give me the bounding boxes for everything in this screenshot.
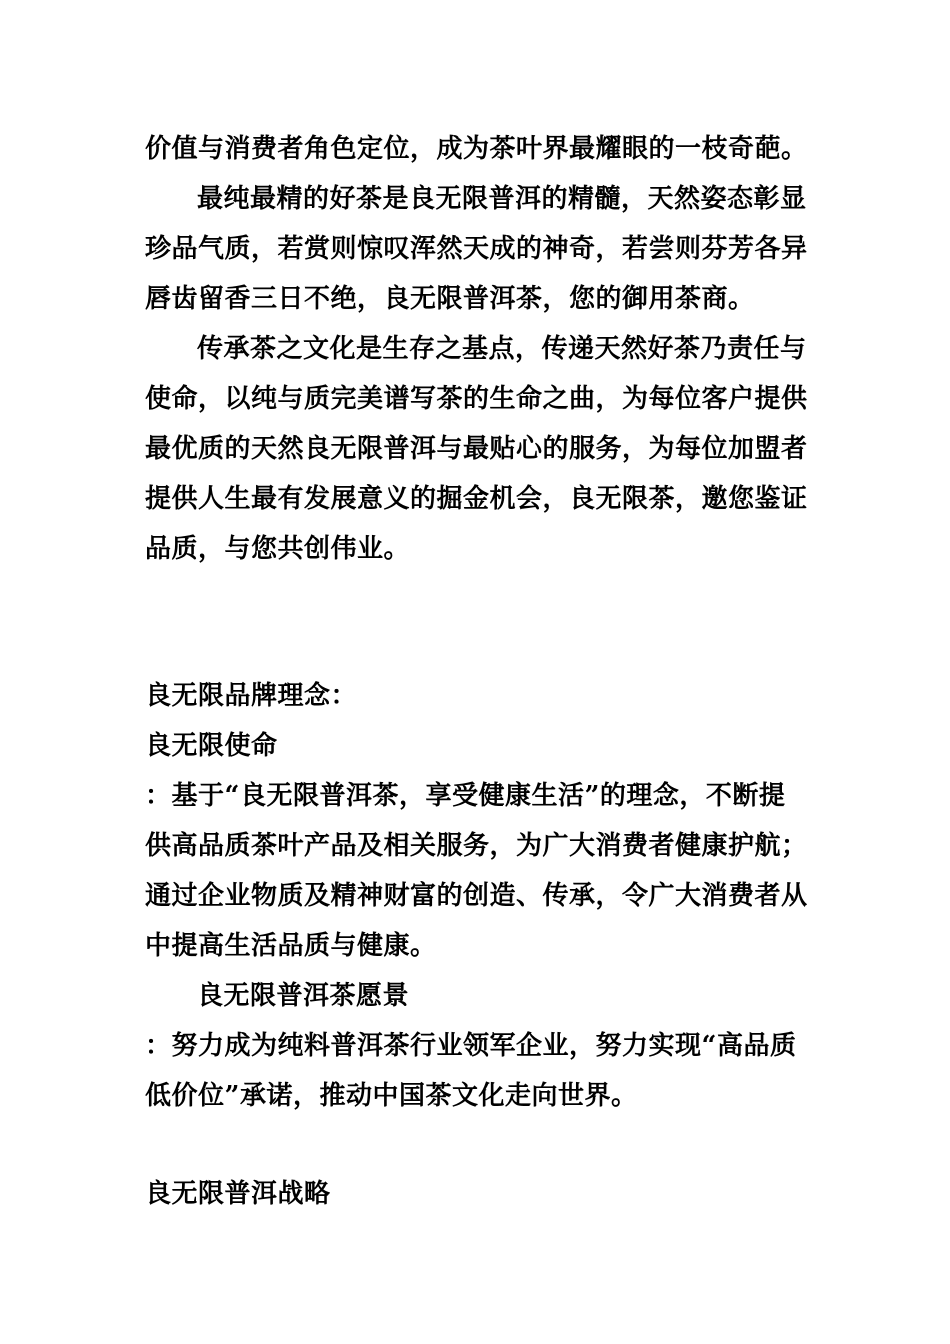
text-line: 价值与消费者角色定位，成为茶叶界最耀眼的一枝奇葩。 (145, 134, 808, 164)
section-heading: 良无限普洱茶愿景 (197, 981, 410, 1011)
text-line: 供高品质茶叶产品及相关服务，为广大消费者健康护航； (145, 831, 808, 861)
text-line: 中提高生活品质与健康。 (145, 931, 437, 961)
text-line: 最纯最精的好茶是良无限普洱的精髓，天然姿态彰显 (197, 184, 807, 214)
text-line: ：基于“良无限普洱茶，享受健康生活”的理念，不断提 (145, 781, 786, 811)
section-heading: 良无限品牌理念： (145, 681, 358, 711)
text-line: 通过企业物质及精神财富的创造、传承，令广大消费者从 (145, 881, 808, 911)
text-line: 提供人生最有发展意义的掘金机会，良无限茶，邀您鉴证 (145, 484, 808, 514)
text-line: 唇齿留香三日不绝，良无限普洱茶，您的御用茶商。 (145, 284, 755, 314)
text-line: 传承茶之文化是生存之基点，传递天然好茶乃责任与 (197, 334, 807, 364)
text-line: 使命，以纯与质完美谱写茶的生命之曲，为每位客户提供 (145, 384, 808, 414)
text-line: ：努力成为纯料普洱茶行业领军企业，努力实现“高品质 (145, 1031, 797, 1061)
text-line: 珍品气质，若赏则惊叹浑然天成的神奇，若尝则芬芳各异 (145, 234, 808, 264)
text-line: 最优质的天然良无限普洱与最贴心的服务，为每位加盟者 (145, 434, 808, 464)
text-line: 品质，与您共创伟业。 (145, 534, 411, 564)
text-line: 低价位”承诺，推动中国茶文化走向世界。 (145, 1081, 638, 1111)
section-heading: 良无限使命 (145, 731, 278, 761)
section-heading: 良无限普洱战略 (145, 1179, 331, 1209)
